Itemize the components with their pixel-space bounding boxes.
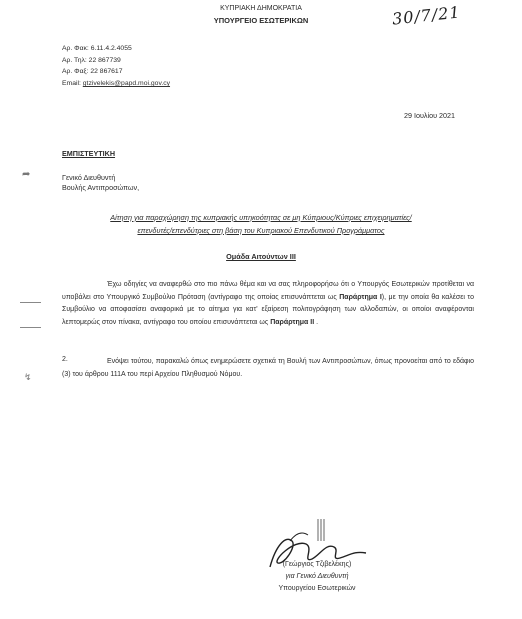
annex-1-reference: Παράρτημα Ι xyxy=(339,293,382,301)
margin-line-mark xyxy=(20,302,41,303)
paragraph-2: Ενόψει τούτου, παρακαλώ όπως ενημερώσετε σχετικά τη Βουλή των Αντιπροσώπων, όπως προνοείται από το εδάφιο (3) του άρθρου 111Α του περί Αρχείου Πληθυσμού Νόμου. xyxy=(62,358,474,378)
paragraph-1 xyxy=(62,279,474,329)
ministry-header: ΥΠΟΥΡΓΕΙΟ ΕΣΩΤΕΡΙΚΩΝ xyxy=(213,16,309,25)
signatory-department: Υπουργείου Εσωτερικών xyxy=(278,585,356,592)
group-title: Ομάδα Αιτούντων ΙΙΙ xyxy=(226,252,296,261)
margin-stamp-icon: ➦ xyxy=(22,169,31,180)
republic-header: ΚΥΠΡΙΑΚΗ ΔΗΜΟΚΡΑΤΙΑ xyxy=(220,5,302,12)
fax-number: Αρ. Φαξ: 22 867617 xyxy=(62,68,123,76)
classification-label: ΕΜΠΙΣΤΕΥΤΙΚΗ xyxy=(62,149,116,158)
email-link[interactable]: gtzivelekis@papd.moi.gov.cy xyxy=(82,80,171,88)
paragraph-1-text-a: Έχω οδηγίες να αναφερθώ στο πιο πάνω θέμα και να σας πληροφορήσω ότι ο Υπουργός Εσωτερικών προτίθεται να υποβάλει στο Υπουργικό Συμβούλιο Πρόταση (αντίγραφο της οποίας επισυνάπτεται ως xyxy=(62,281,474,301)
margin-check-icon: ↯ xyxy=(24,372,32,382)
margin-line-mark xyxy=(20,327,41,328)
annex-2-reference: Παράρτημα ΙΙ xyxy=(270,318,315,326)
file-reference: Αρ. Φακ: 6.11.4.2.4055 xyxy=(62,45,132,52)
paragraph-1-text-c: . xyxy=(314,318,319,326)
recipient-title: Γενικό Διευθυντή xyxy=(62,173,116,182)
letter-date: 29 Ιουλίου 2021 xyxy=(404,111,456,120)
contact-block xyxy=(62,45,170,92)
paragraph-1-text-b: ), με την οποία θα καλέσει το Συμβούλιο να αποφασίσει αναφορικά με το αίτημα για κατ' εξαίρεση πολιτογράφηση των αλλοδαπών, οι οποίοι αναφέρονται λεπτομερώς στον πίνακα, αντίγραφο του οποίου επισυνάπτεται ως xyxy=(62,293,474,326)
subject-line-1: Αίτηση για παραχώρηση της κυπριακής υπηκοότητας σε μη Κύπριους/Κύπριες επιχειρηματίες/ xyxy=(110,213,412,222)
signature-block xyxy=(262,559,372,595)
email-label: Email: xyxy=(62,80,81,88)
email-line xyxy=(62,80,170,88)
signatory-name: (Γεώργιος Τζιβελέκης) xyxy=(282,561,352,568)
signatory-role: για Γενικό Διευθυντή xyxy=(285,573,349,580)
subject-line-2: επενδυτές/επενδύτριες στη βάση του Κυπριακού Επενδυτικού Προγράμματος xyxy=(137,226,385,235)
paragraph-2-number: 2. xyxy=(62,356,68,363)
handwritten-date: 30/7/21 xyxy=(391,2,462,29)
recipient-organization: Βουλής Αντιπροσώπων, xyxy=(62,183,140,192)
phone-number: Αρ. Τηλ: 22 867739 xyxy=(62,56,121,64)
